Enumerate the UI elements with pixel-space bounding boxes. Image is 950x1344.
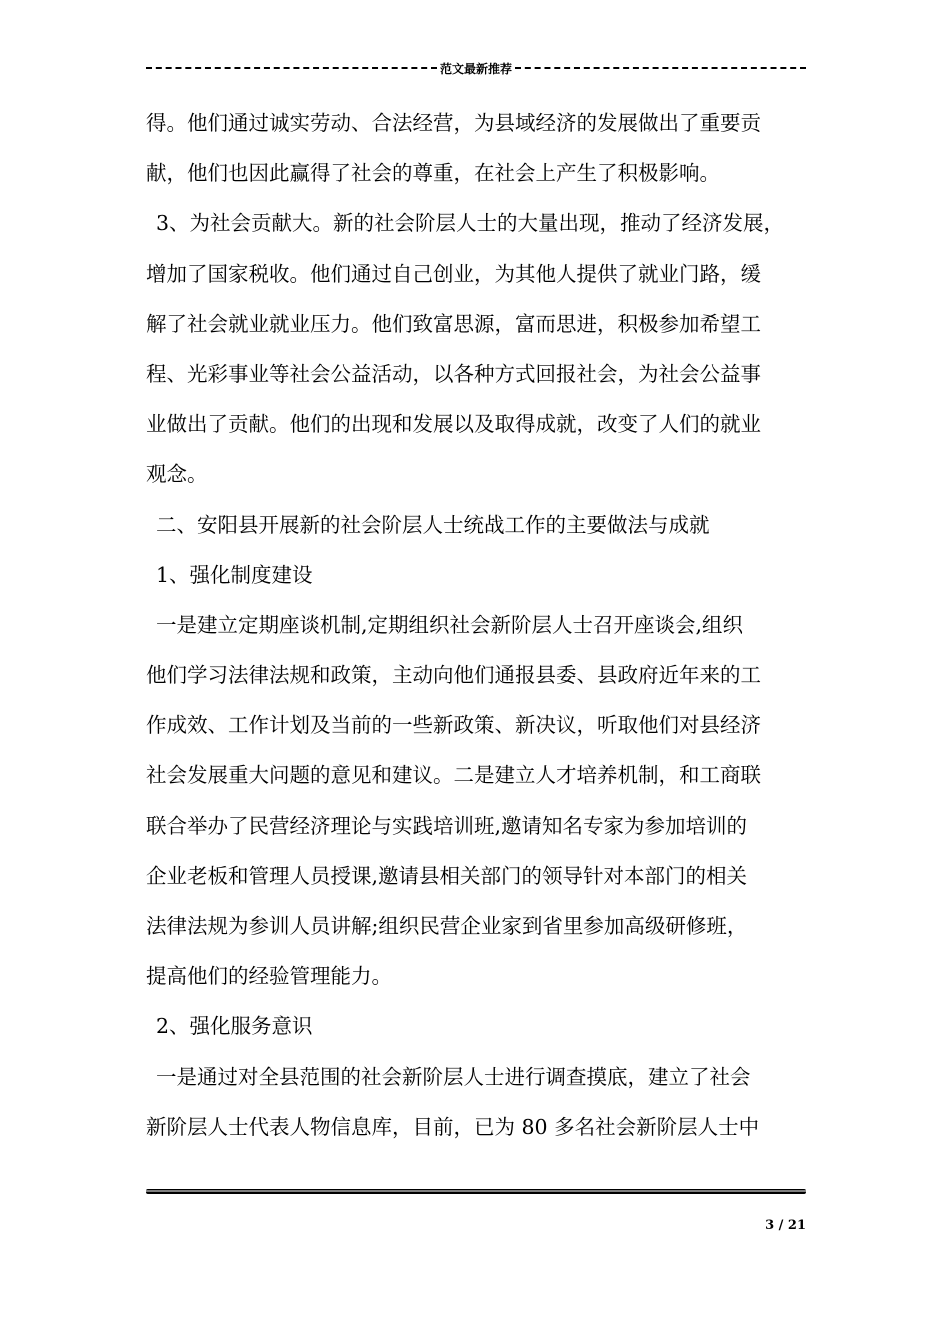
- text-line: 解了社会就业就业压力。他们致富思源，富而思进，积极参加希望工: [146, 311, 761, 336]
- text-line: 新阶层人士代表人物信息库，目前，已为 80 多名社会新阶层人士中: [146, 1114, 760, 1139]
- text-line: 社会发展重大问题的意见和建议。二是建立人才培养机制，和工商联: [146, 763, 761, 788]
- text-line: 联合举办了民营经济理论与实践培训班,邀请知名专家为参加培训的: [146, 813, 748, 838]
- page-number: 3 / 21: [765, 1218, 806, 1233]
- text-line: 程、光彩事业等社会公益活动，以各种方式回报社会，为社会公益事: [146, 361, 761, 386]
- text-line: 3、为社会贡献大。新的社会阶层人士的大量出现，推动了经济发展，: [156, 211, 785, 236]
- text-line: 法律法规为参训人员讲解;组织民营企业家到省里参加高级研修班，: [146, 914, 748, 938]
- text-line: 一是通过对全县范围的社会新阶层人士进行调查摸底，建立了社会: [156, 1064, 751, 1089]
- text-line: 增加了国家税收。他们通过自己创业，为其他人提供了就业门路，缓: [146, 261, 761, 286]
- text-line: 作成效、工作计划及当前的一些新政策、新决议，听取他们对县经济: [146, 713, 761, 738]
- text-line: 献，他们也因此赢得了社会的尊重，在社会上产生了积极影响。: [146, 161, 720, 186]
- document-body: [146, 98, 810, 1152]
- footer-rule: [146, 1189, 806, 1194]
- text-line: 业做出了贡献。他们的出现和发展以及取得成就，改变了人们的就业: [146, 412, 761, 437]
- header-dash-right: [515, 67, 806, 69]
- page-header: [146, 58, 806, 78]
- header-dash-left: [146, 67, 437, 69]
- section-heading: 二、安阳县开展新的社会阶层人士统战工作的主要做法与成就: [156, 512, 710, 537]
- subsection-heading: 2、强化服务意识: [156, 1014, 313, 1039]
- text-line: 企业老板和管理人员授课,邀请县相关部门的领导针对本部门的相关: [146, 863, 748, 888]
- subsection-heading: 1、强化制度建设: [156, 562, 313, 587]
- text-line: 一是建立定期座谈机制,定期组织社会新阶层人士召开座谈会,组织: [156, 612, 744, 637]
- text-line: 观念。: [146, 462, 208, 487]
- text-line: 得。他们通过诚实劳动、合法经营，为县域经济的发展做出了重要贡: [146, 111, 761, 135]
- text-line: 他们学习法律法规和政策，主动向他们通报县委、县政府近年来的工: [146, 663, 761, 688]
- header-label: 范文最新推荐: [440, 61, 513, 76]
- text-line: 提高他们的经验管理能力。: [146, 964, 392, 989]
